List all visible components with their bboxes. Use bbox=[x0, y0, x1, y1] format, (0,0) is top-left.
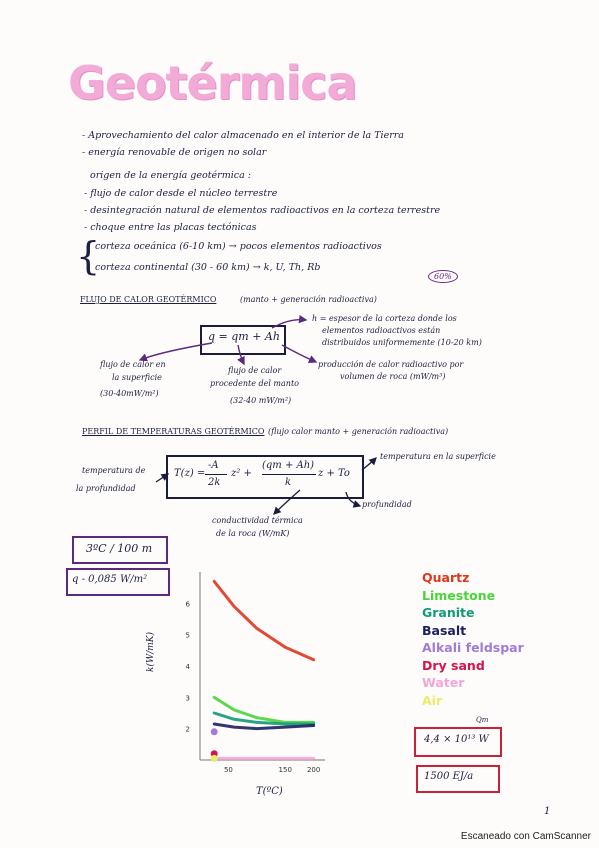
chart-y-tick: 3 bbox=[185, 694, 190, 703]
qm-note-2: procedente del manto bbox=[210, 379, 299, 388]
legend-item: Basalt bbox=[422, 622, 467, 638]
legend-item: Granite bbox=[422, 605, 475, 620]
h-note-3: distribuidos uniformemente (10-20 km) bbox=[322, 338, 482, 347]
k-note-1: conductividad térmica bbox=[212, 516, 303, 525]
h-note-1: h = espesor de la corteza donde los bbox=[312, 314, 457, 323]
legend-item: Quartz bbox=[422, 570, 470, 585]
chart-ylabel: k(W/mK) bbox=[146, 631, 156, 672]
flujo-heading: FLUJO DE CALOR GEOTÉRMICO bbox=[80, 295, 217, 304]
perfil-heading-note: (flujo calor manto + generación radioactiva) bbox=[268, 427, 449, 436]
frac1-num: -A bbox=[208, 460, 219, 471]
perfil-heading: PERFIL DE TEMPERATURAS GEOTÉRMICO bbox=[82, 427, 265, 436]
frac2-bar bbox=[262, 474, 316, 475]
legend-item: Alkali feldspar bbox=[422, 640, 524, 655]
power-sup: Qm bbox=[476, 716, 489, 724]
perfil-lhs: T(z) = bbox=[174, 468, 206, 479]
q-note-1: flujo de calor en bbox=[100, 360, 166, 369]
left-note-2: la profundidad bbox=[76, 484, 136, 493]
frac2-num: (qm + Ah) bbox=[262, 460, 315, 471]
chart-xlabel: T(ºC) bbox=[256, 786, 283, 797]
prof-note: profundidad bbox=[362, 500, 412, 509]
q-note-2: la superficie bbox=[112, 373, 162, 382]
z-squared: z² + bbox=[231, 468, 252, 479]
k-note-2: de la roca (W/mK) bbox=[216, 529, 290, 538]
origin-item-2: - desintegración natural de elementos radioactivos en la corteza terrestre bbox=[84, 205, 441, 216]
chart-y-tick: 5 bbox=[185, 631, 190, 640]
thermal-conductivity-chart bbox=[150, 560, 390, 800]
chart-y-tick: 2 bbox=[185, 725, 190, 734]
intro-line-1: - Aprovechamiento del calor almacenado en el interior de la Tierra bbox=[82, 130, 404, 141]
perfil-tail: z + To bbox=[318, 468, 350, 479]
crust-continental: corteza continental (30 - 60 km) → k, U, Th, Rb bbox=[95, 262, 321, 273]
chart-series-line bbox=[214, 581, 313, 659]
page-number: 1 bbox=[544, 806, 551, 817]
crust-badge: 60% bbox=[428, 270, 458, 283]
q-note-3: (30-40mW/m²) bbox=[100, 389, 159, 398]
power-text: 4,4 × 10¹³ W bbox=[424, 734, 489, 745]
chart-series-point bbox=[211, 755, 218, 762]
chart-x-tick: 150 bbox=[278, 766, 292, 774]
flujo-heading-note: (manto + generación radioactiva) bbox=[240, 295, 377, 304]
crust-oceanic: corteza oceánica (6-10 km) → pocos elementos radioactivos bbox=[95, 241, 382, 252]
legend-item: Air bbox=[422, 692, 443, 708]
origin-item-3: - choque entre las placas tectónicas bbox=[84, 222, 257, 233]
origin-item-1: - flujo de calor desde el núcleo terrestre bbox=[84, 188, 278, 199]
qm-note-1: flujo de calor bbox=[228, 366, 282, 375]
flux-text: q - 0,085 W/m² bbox=[72, 574, 148, 585]
legend-item: Water bbox=[422, 675, 465, 690]
page-title: Geotérmica bbox=[68, 56, 357, 110]
frac1-bar bbox=[205, 474, 227, 475]
flujo-formula: q = qm + Ah bbox=[208, 330, 280, 343]
chart-y-tick: 4 bbox=[185, 663, 190, 671]
gradient-text: 3ºC / 100 m bbox=[86, 542, 153, 555]
chart-x-tick: 200 bbox=[306, 766, 321, 774]
origin-heading: origen de la energía geotérmica : bbox=[90, 170, 251, 181]
chart-x-tick: 50 bbox=[223, 766, 233, 774]
left-note-1: temperatura de bbox=[82, 466, 146, 475]
crust-brace: { bbox=[76, 234, 101, 278]
frac2-den: k bbox=[285, 477, 292, 488]
qm-note-3: (32-40 mW/m²) bbox=[230, 396, 292, 405]
legend-item: Limestone bbox=[422, 587, 496, 603]
A-note-2: volumen de roca (mW/m³) bbox=[340, 372, 446, 381]
frac1-den: 2k bbox=[208, 477, 221, 488]
right-note: temperatura en la superficie bbox=[380, 452, 496, 461]
chart-series-point bbox=[211, 728, 218, 735]
intro-line-2: - energía renovable de origen no solar bbox=[82, 147, 267, 158]
A-note-1: producción de calor radioactivo por bbox=[318, 360, 464, 369]
legend-item: Dry sand bbox=[422, 657, 485, 673]
chart-y-tick: 6 bbox=[185, 600, 190, 609]
energy-text: 1500 EJ/a bbox=[424, 771, 474, 782]
scanner-footer: Escaneado con CamScanner bbox=[460, 831, 591, 842]
h-note-2: elementos radioactivos están bbox=[322, 326, 441, 335]
